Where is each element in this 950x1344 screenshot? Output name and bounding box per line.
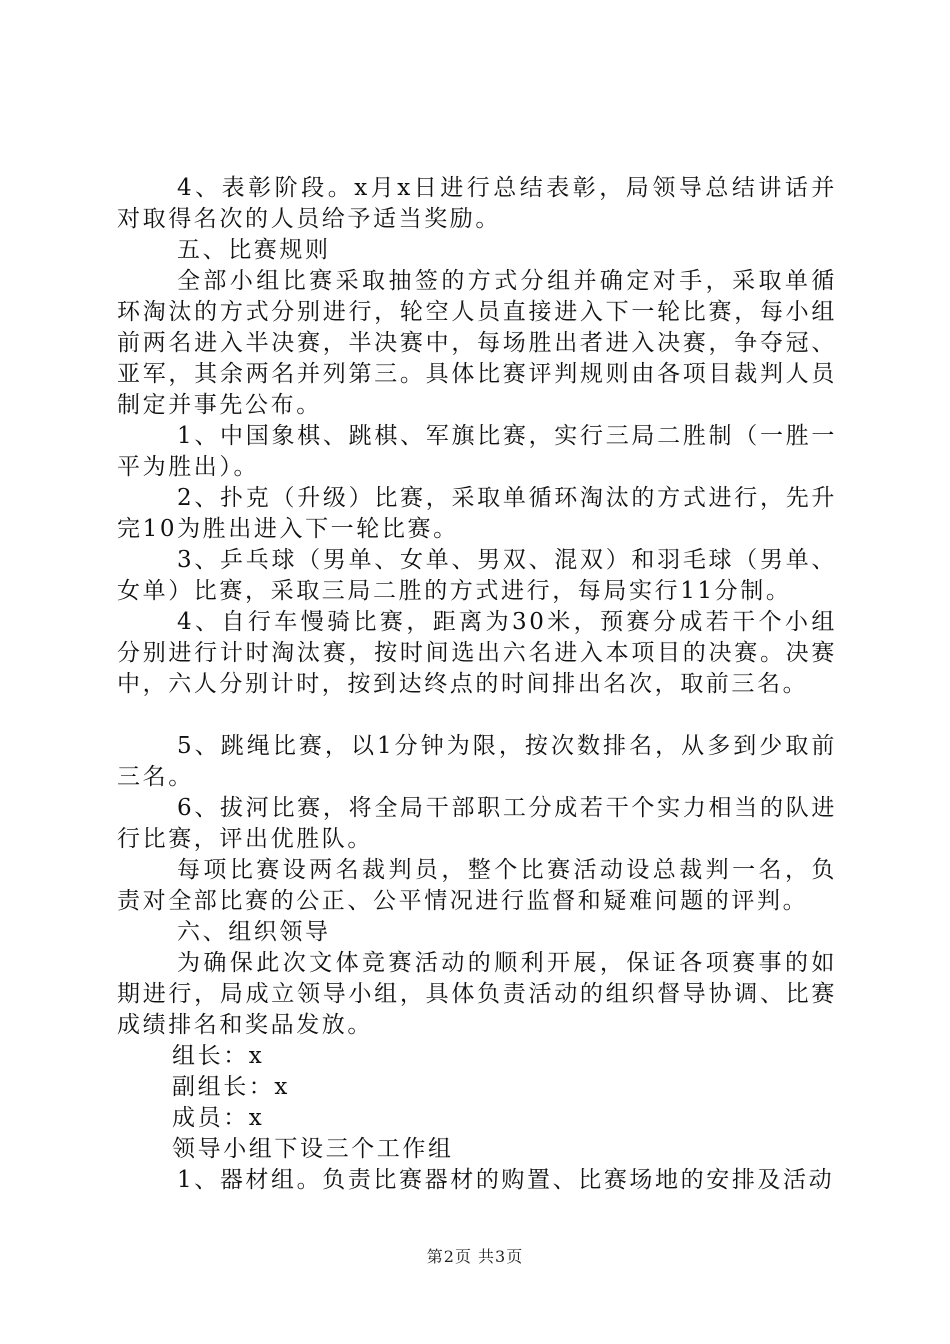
working-groups-line: 领导小组下设三个工作组 [172,1136,454,1162]
blank-line [117,700,837,731]
paragraph-equipment-group: 1、器材组。负责比赛器材的购置、比赛场地的安排及活动 [177,1167,835,1193]
paragraph-referee-rules: 每项比赛设两名裁判员，整个比赛活动设总裁判一名，负责对全部比赛的公正、公平情况进行监督和疑难问题的评判。 [117,857,837,914]
paragraph-table-tennis-rules: 3、乒乓球（男单、女单、男双、混双）和羽毛球（男单、女单）比赛，采取三局二胜的方式进行，每局实行11分制。 [117,547,837,604]
group-leader-line: 组长：x [172,1043,265,1069]
heading-organization: 六、组织领导 [177,919,331,945]
paragraph-rope-skipping-rules: 5、跳绳比赛，以1分钟为限，按次数排名，从多到少取前三名。 [117,733,837,790]
paragraph-group-rules: 全部小组比赛采取抽签的方式分组并确定对手，采取单循环淘汰的方式分别进行，轮空人员直接进入下一轮比赛，每小组前两名进入半决赛，半决赛中，每场胜出者进入决赛，争夺冠、亚军，其余两名并列第三。具体比赛评判规则由各项目裁判人员制定并事先公布。 [117,268,837,418]
paragraph-leadership-group: 为确保此次文体竞赛活动的顺利开展，保证各项赛事的如期进行，局成立领导小组，具体负责活动的组织督导协调、比赛成绩排名和奖品发放。 [117,950,837,1038]
deputy-leader-line: 副组长：x [172,1074,290,1100]
paragraph-bicycle-rules: 4、自行车慢骑比赛，距离为30米，预赛分成若干个小组分别进行计时淘汰赛，按时间选出六名进入本项目的决赛。决赛中，六人分别计时，按到达终点的时间排出名次，取前三名。 [117,609,837,697]
paragraph-chess-rules: 1、中国象棋、跳棋、军旗比赛，实行三局二胜制（一胜一平为胜出）。 [117,423,837,480]
paragraph-award-stage: 4、表彰阶段。x月x日进行总结表彰，局领导总结讲话并对取得名次的人员给予适当奖励。 [117,175,837,232]
paragraph-tug-of-war-rules: 6、拔河比赛，将全局干部职工分成若干个实力相当的队进行比赛，评出优胜队。 [117,795,837,852]
heading-rules: 五、比赛规则 [177,237,331,263]
members-line: 成员：x [172,1105,265,1131]
page-number-footer: 第2页 共3页 [426,1247,524,1266]
document-body [117,173,837,1196]
paragraph-poker-rules: 2、扑克（升级）比赛，采取单循环淘汰的方式进行，先升完10为胜出进入下一轮比赛。 [117,485,837,542]
